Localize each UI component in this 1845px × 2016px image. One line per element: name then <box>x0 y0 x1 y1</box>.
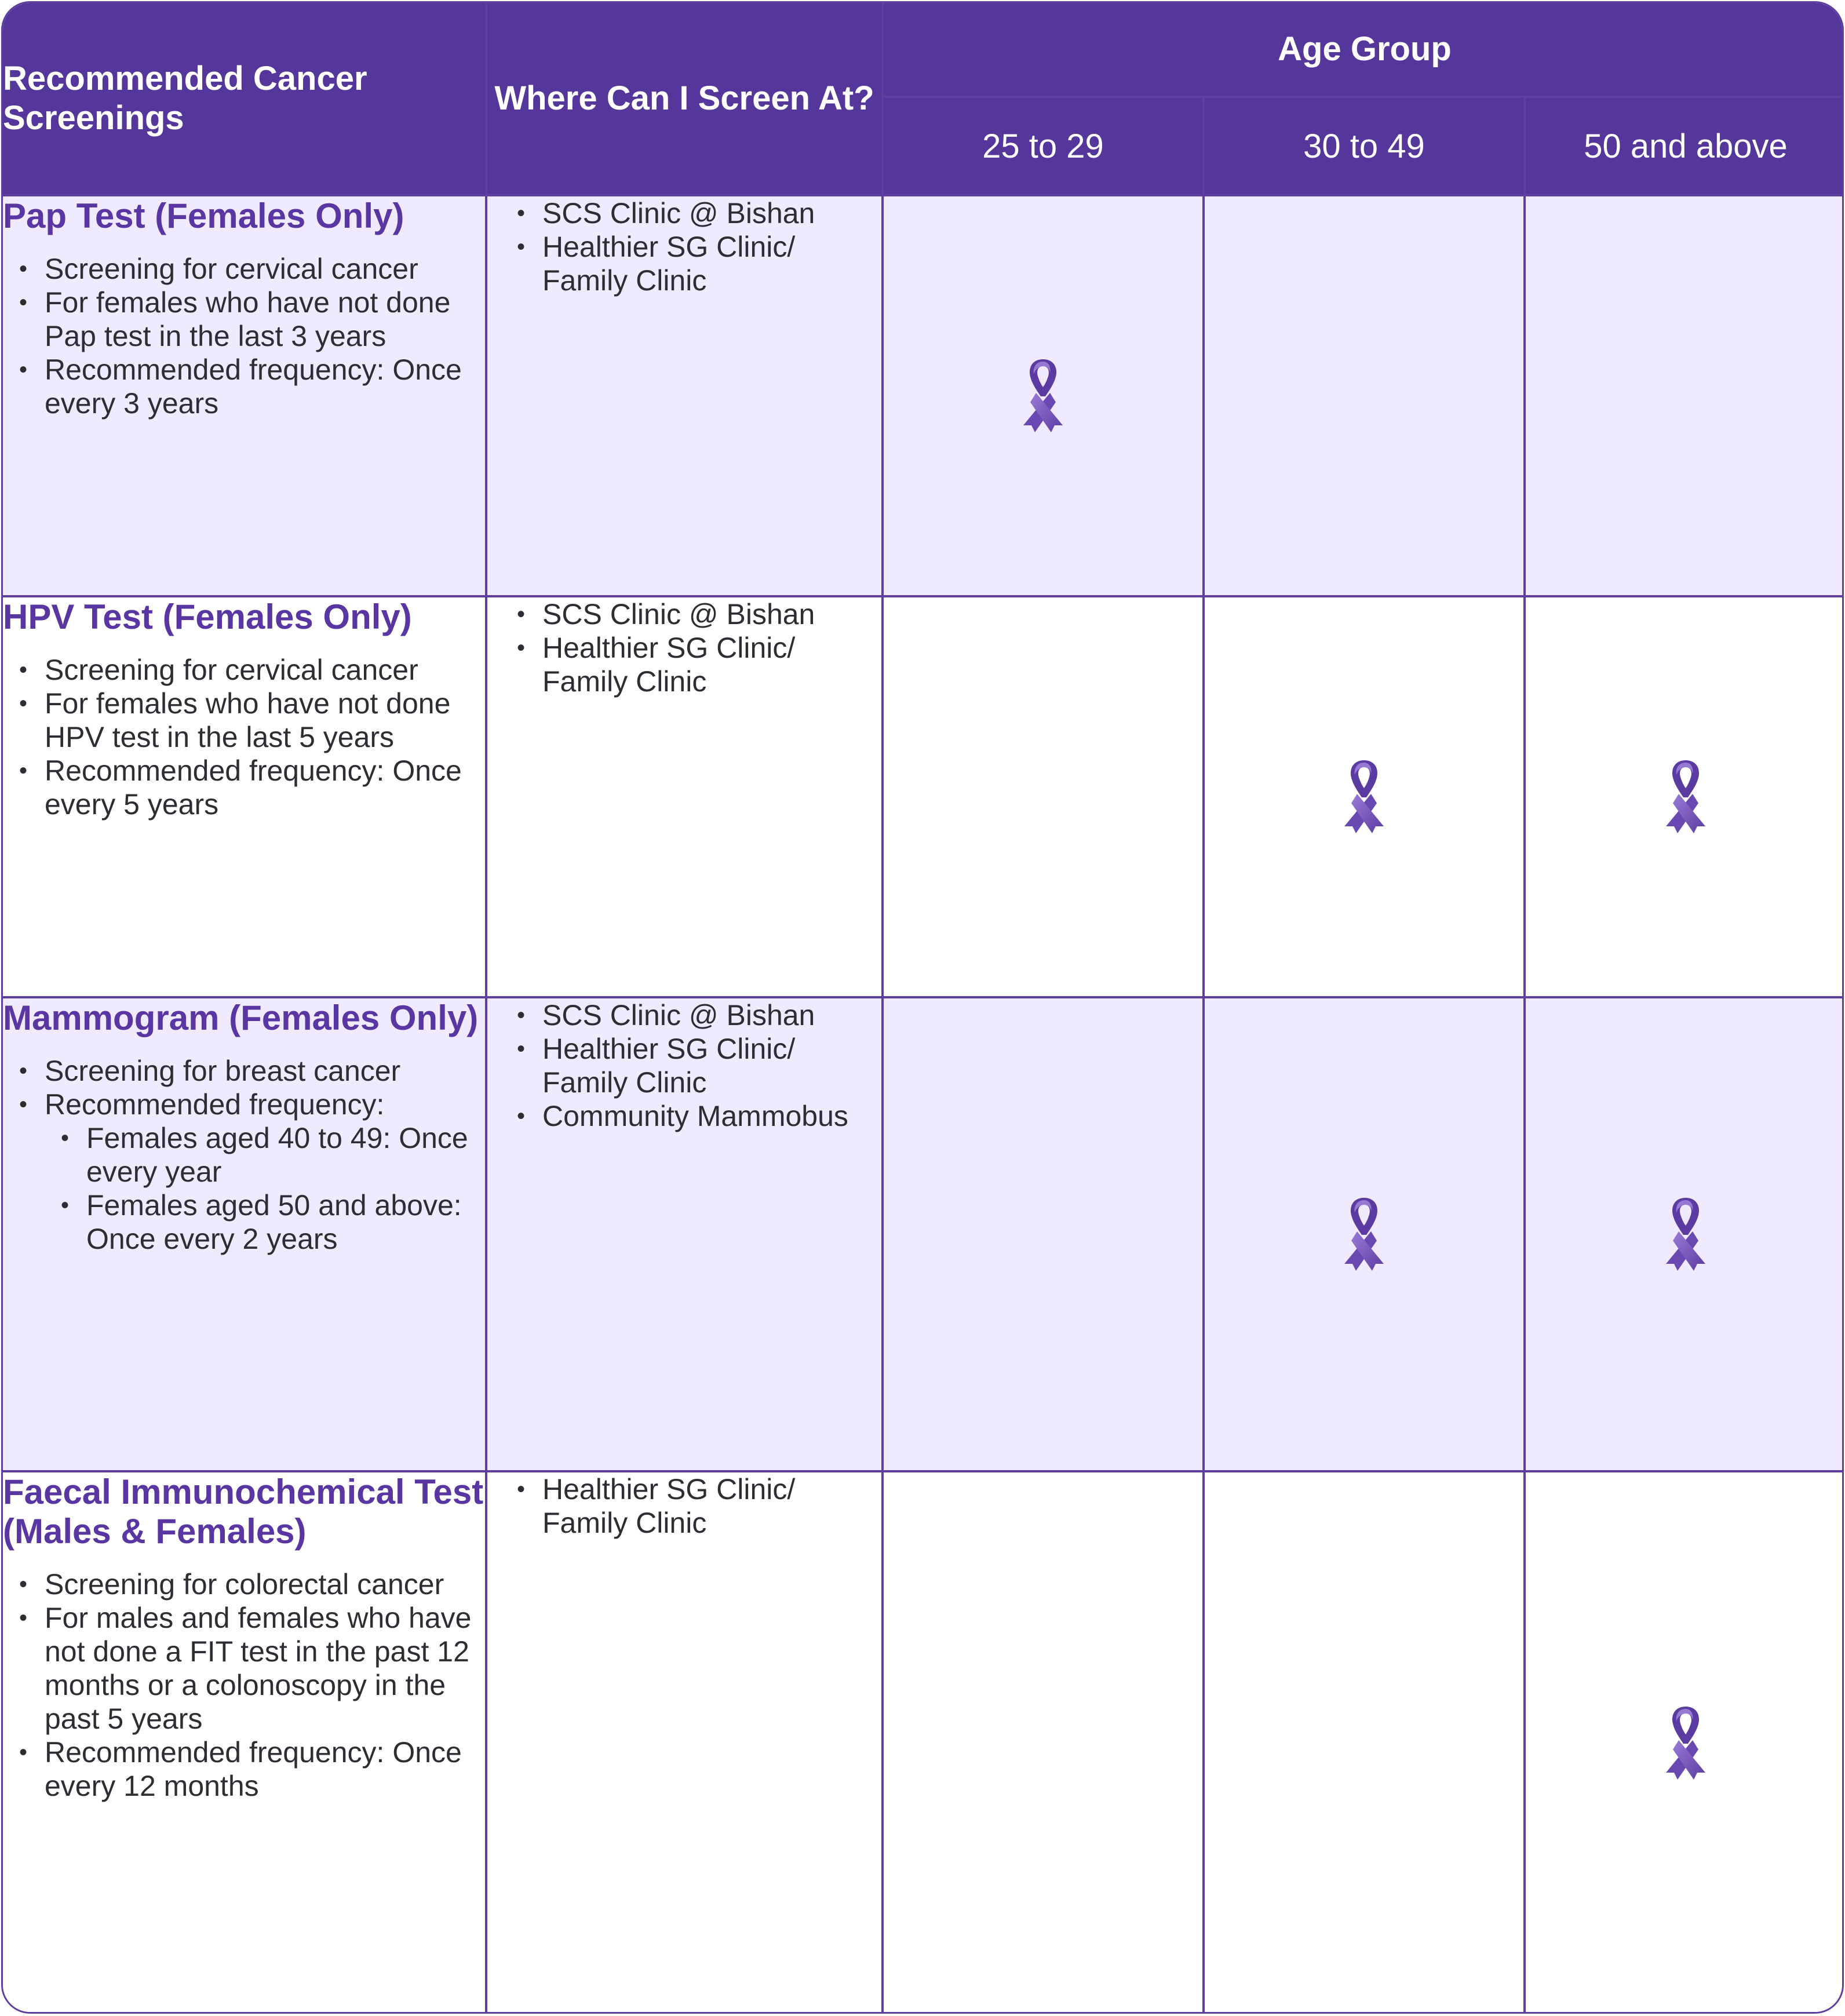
list-item: • For males and females who have not done a FIT test in the past 12 months or a colonoscopy in the past 5 years <box>45 1601 485 1736</box>
location-list <box>487 998 881 1133</box>
list-item <box>45 1088 485 1256</box>
list-item: • Screening for breast cancer <box>45 1054 485 1088</box>
screening-title: HPV Test (Females Only) <box>3 597 412 636</box>
table-row <box>3 1471 1844 2014</box>
list-item-text: Recommended frequency: <box>45 1088 385 1121</box>
list-item: • Screening for cervical cancer <box>45 653 485 687</box>
screening-cell <box>3 596 486 997</box>
list-item: • Screening for cervical cancer <box>45 252 485 286</box>
age-cell-30-49 <box>1204 1471 1525 2014</box>
age-cell-50-above <box>1525 1471 1844 2014</box>
location-item: • SCS Clinic @ Bishan <box>542 998 881 1032</box>
where-cell <box>486 997 883 1471</box>
header-age-50-above: 50 and above <box>1525 97 1844 195</box>
awareness-ribbon-icon <box>1658 758 1713 833</box>
screening-title: Pap Test (Females Only) <box>3 196 404 235</box>
list-item: • For females who have not done HPV test in the last 5 years <box>45 687 485 754</box>
where-cell <box>486 195 883 596</box>
age-cell-30-49 <box>1204 596 1525 997</box>
screening-cell <box>3 997 486 1471</box>
screening-cell <box>3 195 486 596</box>
sub-list-item: • Females aged 40 to 49: Once every year <box>86 1121 485 1189</box>
screening-details <box>3 252 485 420</box>
screening-title: Faecal Immunochemical Test (Males & Females) <box>3 1472 484 1551</box>
table-row <box>3 596 1844 997</box>
list-item: • Screening for colorectal cancer <box>45 1567 485 1601</box>
awareness-ribbon-icon <box>1336 758 1392 833</box>
location-list <box>487 597 881 698</box>
list-item: • Recommended frequency: Once every 12 months <box>45 1736 485 1803</box>
header-where: Where Can I Screen At? <box>486 3 883 195</box>
age-cell-25-29 <box>883 1471 1204 2014</box>
age-cell-30-49 <box>1204 997 1525 1471</box>
age-cell-50-above <box>1525 195 1844 596</box>
list-item: • For females who have not done Pap test in the last 3 years <box>45 286 485 353</box>
list-item: • Recommended frequency: Once every 3 years <box>45 353 485 420</box>
location-item: • SCS Clinic @ Bishan <box>542 196 881 230</box>
cancer-screening-table <box>1 1 1844 2014</box>
list-item: • Recommended frequency: Once every 5 years <box>45 754 485 821</box>
location-item: • Healthier SG Clinic/ Family Clinic <box>542 230 881 297</box>
location-item: • Community Mammobus <box>542 1099 881 1133</box>
age-cell-25-29 <box>883 195 1204 596</box>
age-cell-30-49 <box>1204 195 1525 596</box>
age-cell-25-29 <box>883 997 1204 1471</box>
where-cell <box>486 1471 883 2014</box>
header-age-25-29: 25 to 29 <box>883 97 1204 195</box>
header-age-group: Age Group <box>883 3 1844 97</box>
awareness-ribbon-icon <box>1336 1195 1392 1271</box>
location-item: • Healthier SG Clinic/ Family Clinic <box>542 1472 881 1540</box>
location-list <box>487 196 881 297</box>
screening-grid <box>3 3 1844 2014</box>
table-row <box>3 195 1844 596</box>
age-cell-25-29 <box>883 596 1204 997</box>
table-row <box>3 997 1844 1471</box>
screening-cell <box>3 1471 486 2014</box>
awareness-ribbon-icon <box>1658 1195 1713 1271</box>
screening-details <box>3 1054 485 1256</box>
screening-details <box>3 653 485 821</box>
age-cell-50-above <box>1525 596 1844 997</box>
screening-details <box>3 1567 485 1803</box>
header-screenings: Recommended Cancer Screenings <box>3 3 486 195</box>
screening-title: Mammogram (Females Only) <box>3 998 479 1037</box>
awareness-ribbon-icon <box>1015 357 1071 432</box>
header-age-30-49: 30 to 49 <box>1204 97 1525 195</box>
location-item: • Healthier SG Clinic/ Family Clinic <box>542 631 881 698</box>
awareness-ribbon-icon <box>1658 1704 1713 1780</box>
where-cell <box>486 596 883 997</box>
age-cell-50-above <box>1525 997 1844 1471</box>
location-list <box>487 1472 881 1540</box>
frequency-sublist <box>45 1121 485 1256</box>
sub-list-item: • Females aged 50 and above: Once every 2 years <box>86 1189 485 1256</box>
location-item: • SCS Clinic @ Bishan <box>542 597 881 631</box>
location-item: • Healthier SG Clinic/ Family Clinic <box>542 1032 881 1099</box>
